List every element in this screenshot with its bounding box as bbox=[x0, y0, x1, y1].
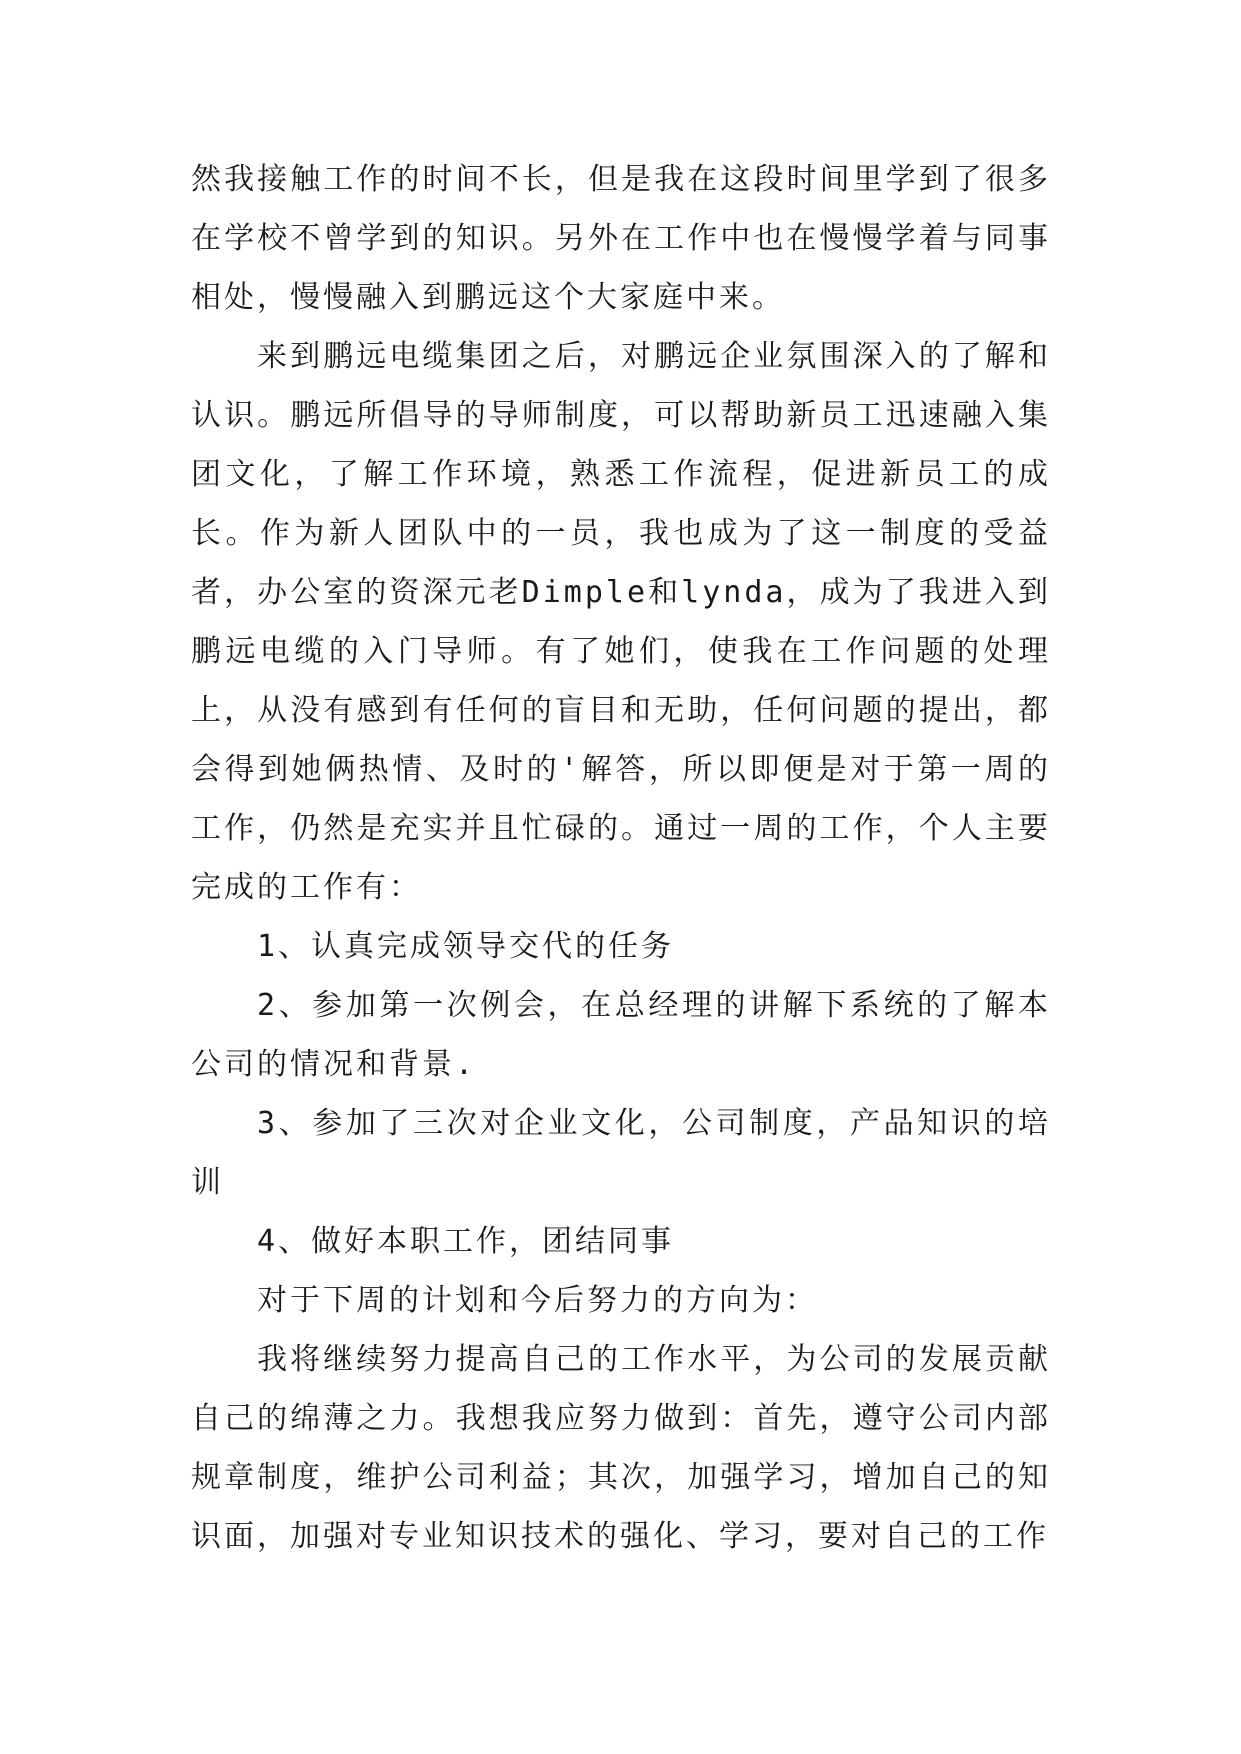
document-body bbox=[191, 150, 1051, 1566]
list-item-1: 1、认真完成领导交代的任务 bbox=[257, 929, 675, 964]
paragraph-next-week-plan: 我将继续努力提高自己的工作水平，为公司的发展贡献自己的绵薄之力。我想我应努力做到：首先，遵守公司内部规章制度，维护公司利益；其次，加强学习，增加自己的知识面，加强对专业知识技术的强化、学习，要对自己的工作 bbox=[191, 1342, 1051, 1554]
paragraph-next-week-heading: 对于下周的计划和今后努力的方向为： bbox=[257, 1283, 818, 1318]
paragraph-mentor-system: 来到鹏远电缆集团之后，对鹏远企业氛围深入的了解和认识。鹏远所倡导的导师制度，可以帮助新员工迅速融入集团文化，了解工作环境，熟悉工作流程，促进新员工的成长。作为新人团队中的一员，我也成为了这一制度的受益者，办公室的资深元老Dimple和lynda，成为了我进入到鹏远电缆的入门导师。有了她们，使我在工作问题的处理上，从没有感到有任何的盲目和无助，任何问题的提出，都会得到她俩热情、及时的'解答，所以即便是对于第一周的工作，仍然是充实并且忙碌的。通过一周的工作，个人主要完成的工作有： bbox=[191, 339, 1051, 905]
list-item-2: 2、参加第一次例会，在总经理的讲解下系统的了解本公司的情况和背景. bbox=[191, 988, 1051, 1082]
list-item-4: 4、做好本职工作，团结同事 bbox=[257, 1224, 675, 1259]
list-item-3: 3、参加了三次对企业文化，公司制度，产品知识的培训 bbox=[191, 1106, 1051, 1200]
paragraph-continuation: 然我接触工作的时间不长，但是我在这段时间里学到了很多在学校不曾学到的知识。另外在工作中也在慢慢学着与同事相处，慢慢融入到鹏远这个大家庭中来。 bbox=[191, 162, 1051, 315]
